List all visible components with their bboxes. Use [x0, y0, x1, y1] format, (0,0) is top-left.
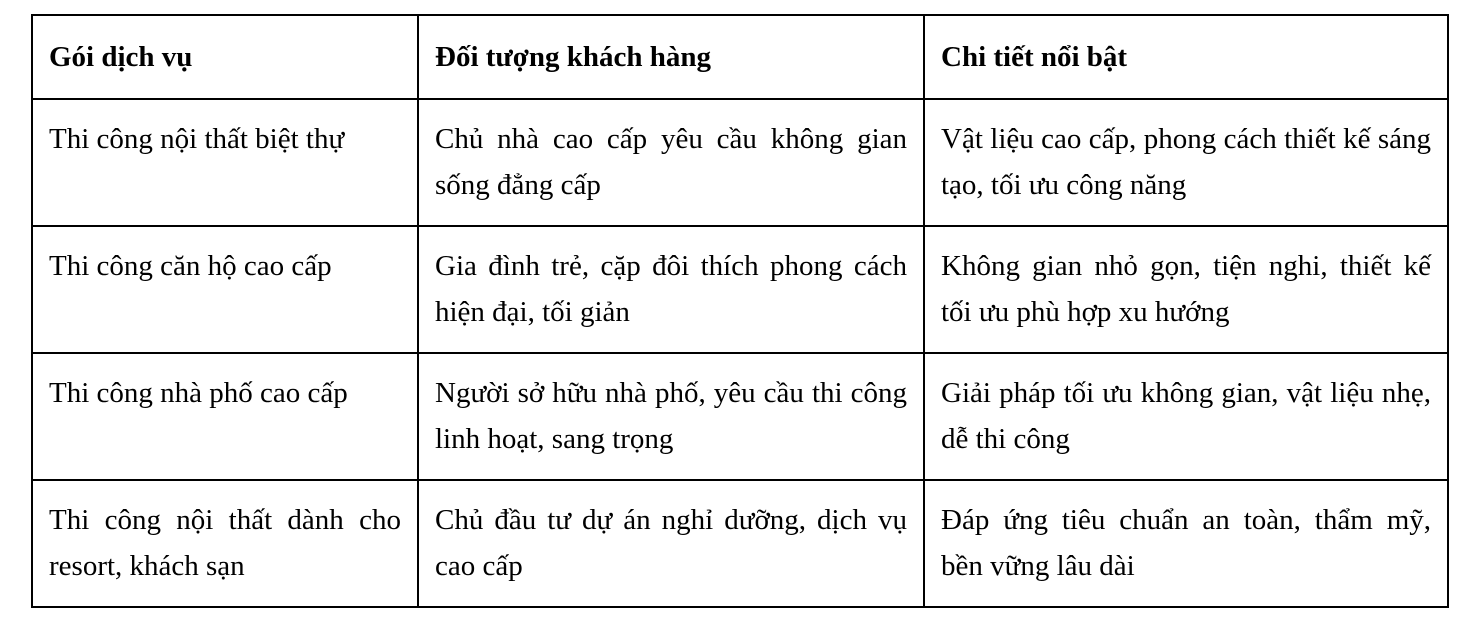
cell-highlight-details: Vật liệu cao cấp, phong cách thiết kế sáng tạo, tối ưu công năng — [924, 99, 1448, 226]
table-header-row — [32, 15, 1448, 99]
cell-target-customer: Chủ nhà cao cấp yêu cầu không gian sống đẳng cấp — [418, 99, 924, 226]
service-packages-table — [31, 14, 1449, 608]
cell-service-package: Thi công căn hộ cao cấp — [32, 226, 418, 353]
cell-service-package: Thi công nội thất dành cho resort, khách sạn — [32, 480, 418, 607]
cell-target-customer: Chủ đầu tư dự án nghỉ dưỡng, dịch vụ cao cấp — [418, 480, 924, 607]
table-row — [32, 353, 1448, 480]
header-service-package: Gói dịch vụ — [32, 15, 418, 99]
cell-highlight-details: Không gian nhỏ gọn, tiện nghi, thiết kế tối ưu phù hợp xu hướng — [924, 226, 1448, 353]
header-highlight-details: Chi tiết nổi bật — [924, 15, 1448, 99]
cell-highlight-details: Đáp ứng tiêu chuẩn an toàn, thẩm mỹ, bền vững lâu dài — [924, 480, 1448, 607]
cell-target-customer: Người sở hữu nhà phố, yêu cầu thi công linh hoạt, sang trọng — [418, 353, 924, 480]
cell-service-package: Thi công nội thất biệt thự — [32, 99, 418, 226]
cell-highlight-details: Giải pháp tối ưu không gian, vật liệu nhẹ, dễ thi công — [924, 353, 1448, 480]
table-row — [32, 99, 1448, 226]
cell-service-package: Thi công nhà phố cao cấp — [32, 353, 418, 480]
table-row — [32, 480, 1448, 607]
header-target-customer: Đối tượng khách hàng — [418, 15, 924, 99]
cell-target-customer: Gia đình trẻ, cặp đôi thích phong cách hiện đại, tối giản — [418, 226, 924, 353]
table-row — [32, 226, 1448, 353]
